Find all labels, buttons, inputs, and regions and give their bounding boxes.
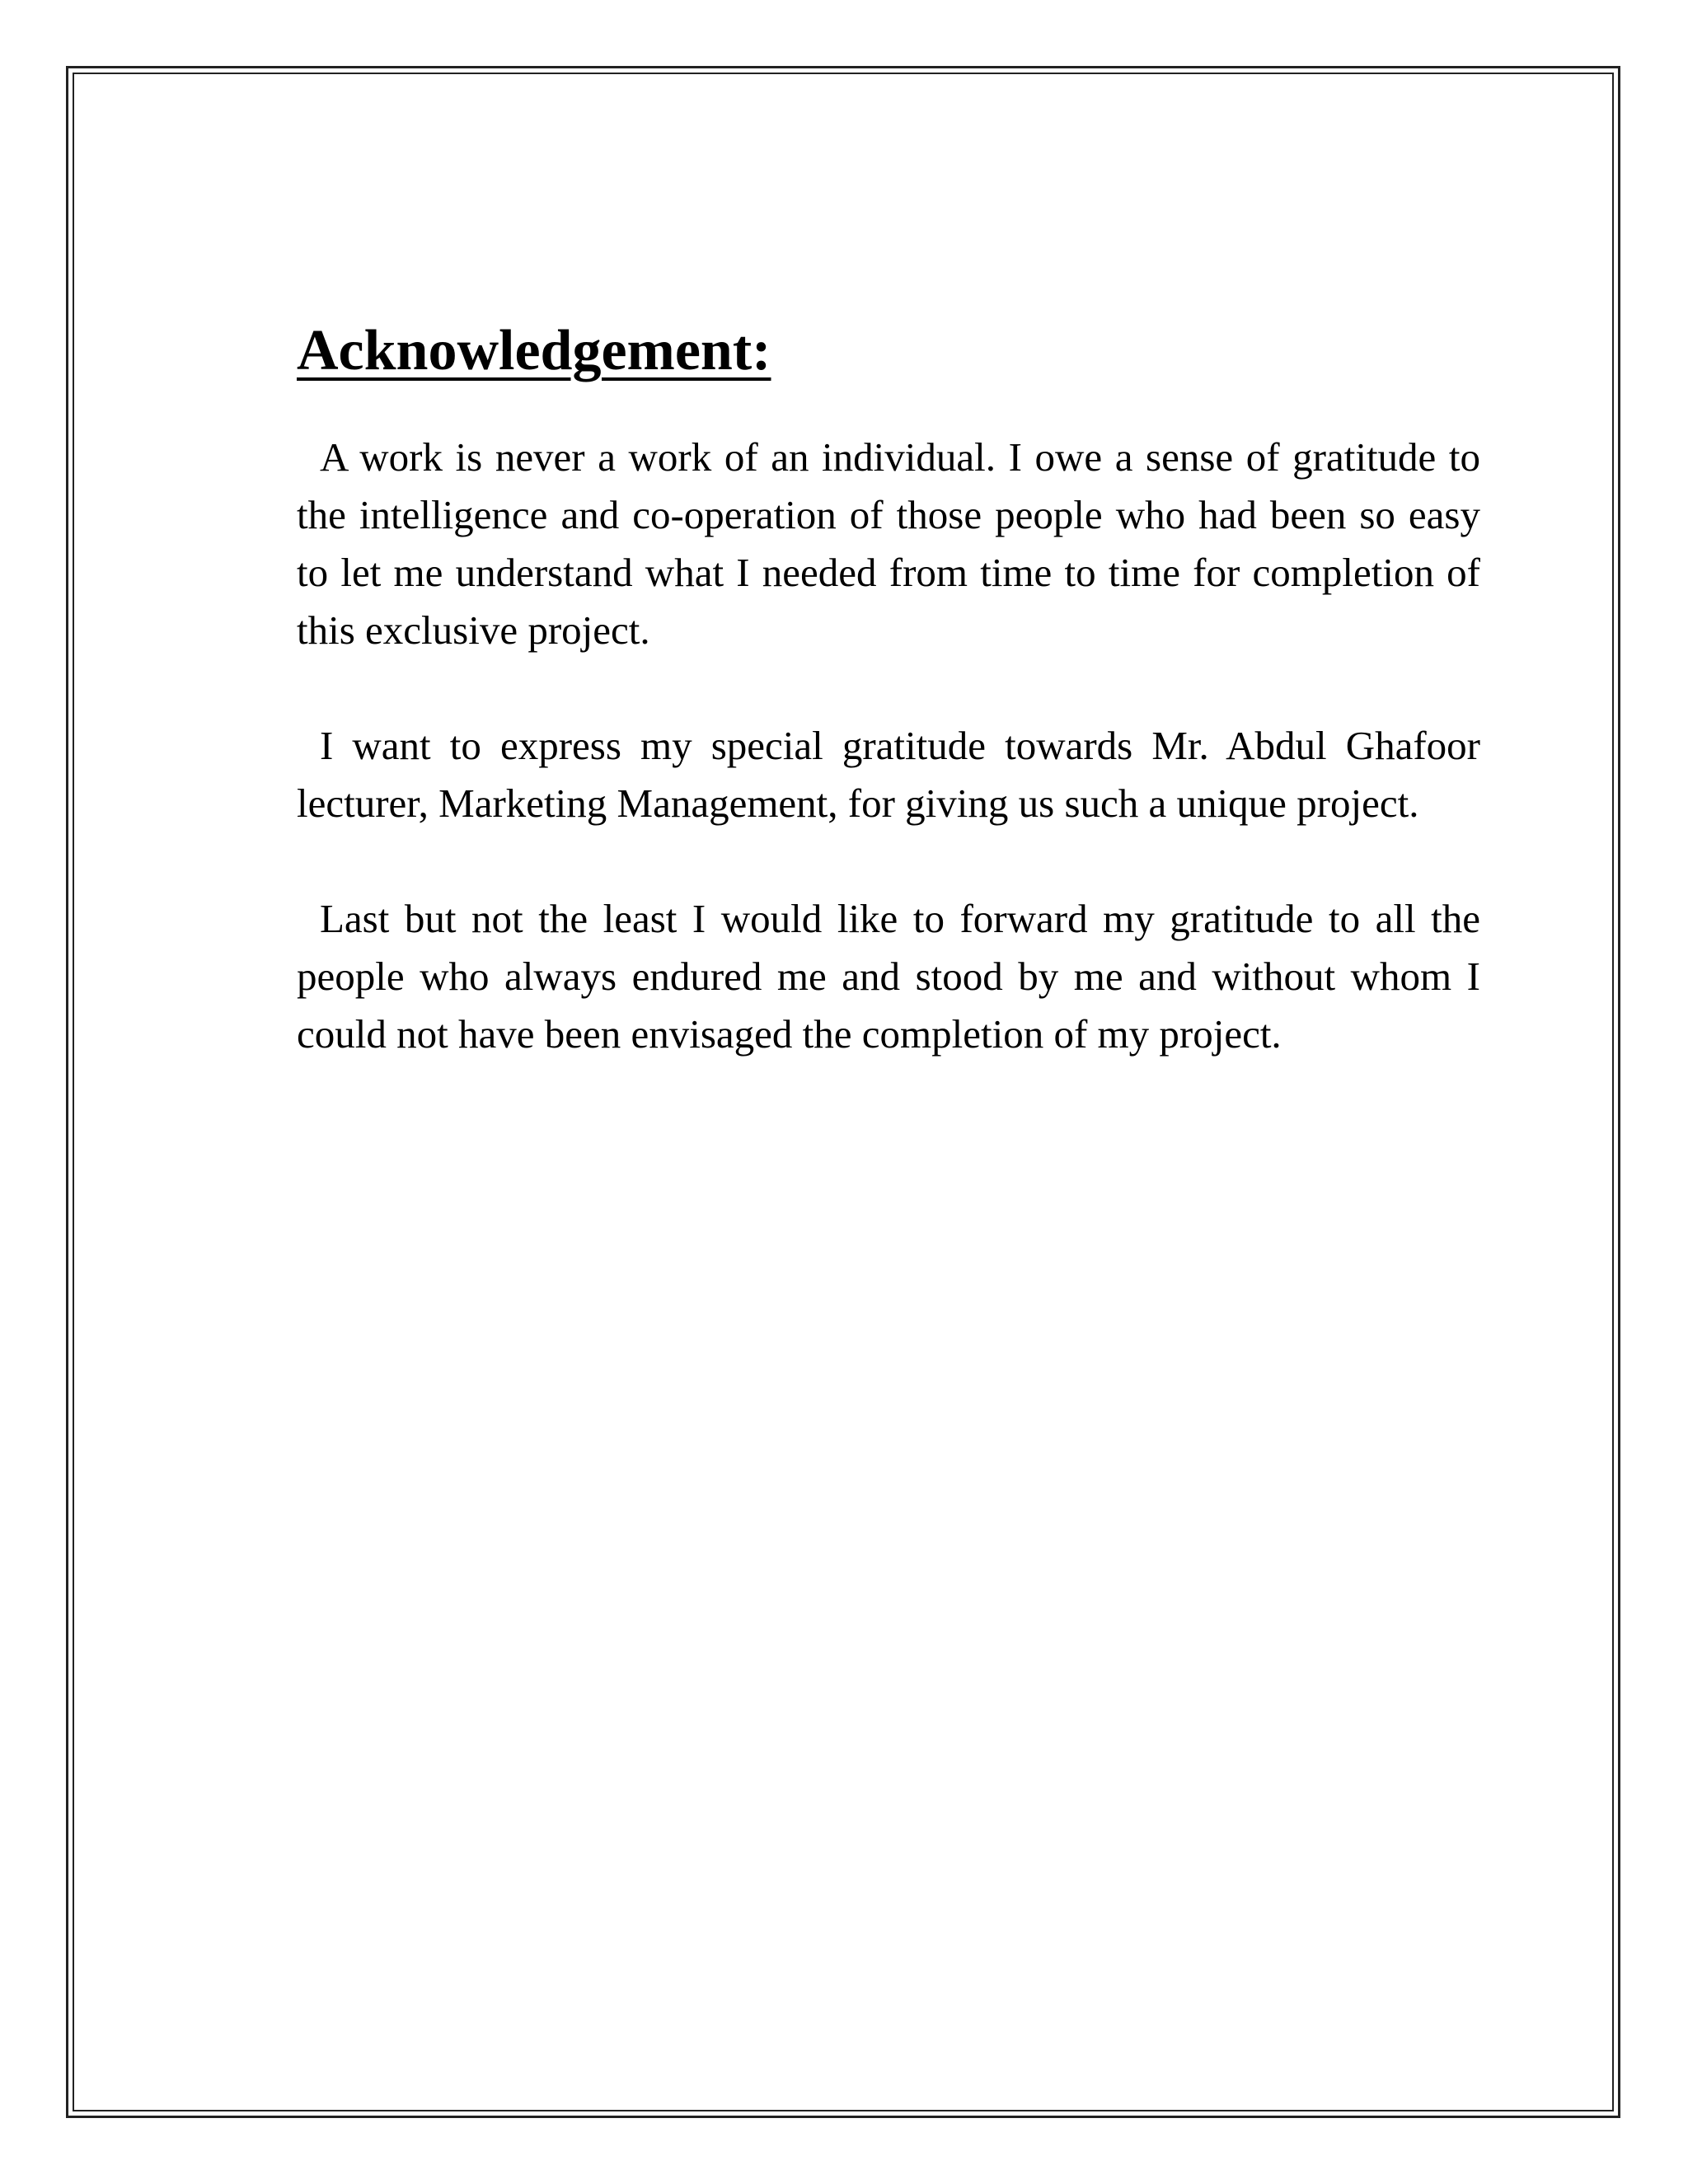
document-body — [297, 310, 1480, 1063]
page-title: Acknowledgement: — [297, 319, 771, 382]
paragraph-lecturer-thanks: I want to express my special gratitude towards Mr. Abdul Ghafoor lecturer, Marketing Management, for giving us such a unique project. — [297, 723, 1480, 826]
paragraph-closing: Last but not the least I would like to forward my gratitude to all the people who always endured me and stood by me and without whom I could not have been envisaged the completion of my project. — [297, 896, 1480, 1057]
paragraph-intro: A work is never a work of an individual. I owe a sense of gratitude to the intelligence and co-operation of those people who had been so easy to let me understand what I needed from time to time for completion of this exclusive project. — [297, 434, 1480, 653]
